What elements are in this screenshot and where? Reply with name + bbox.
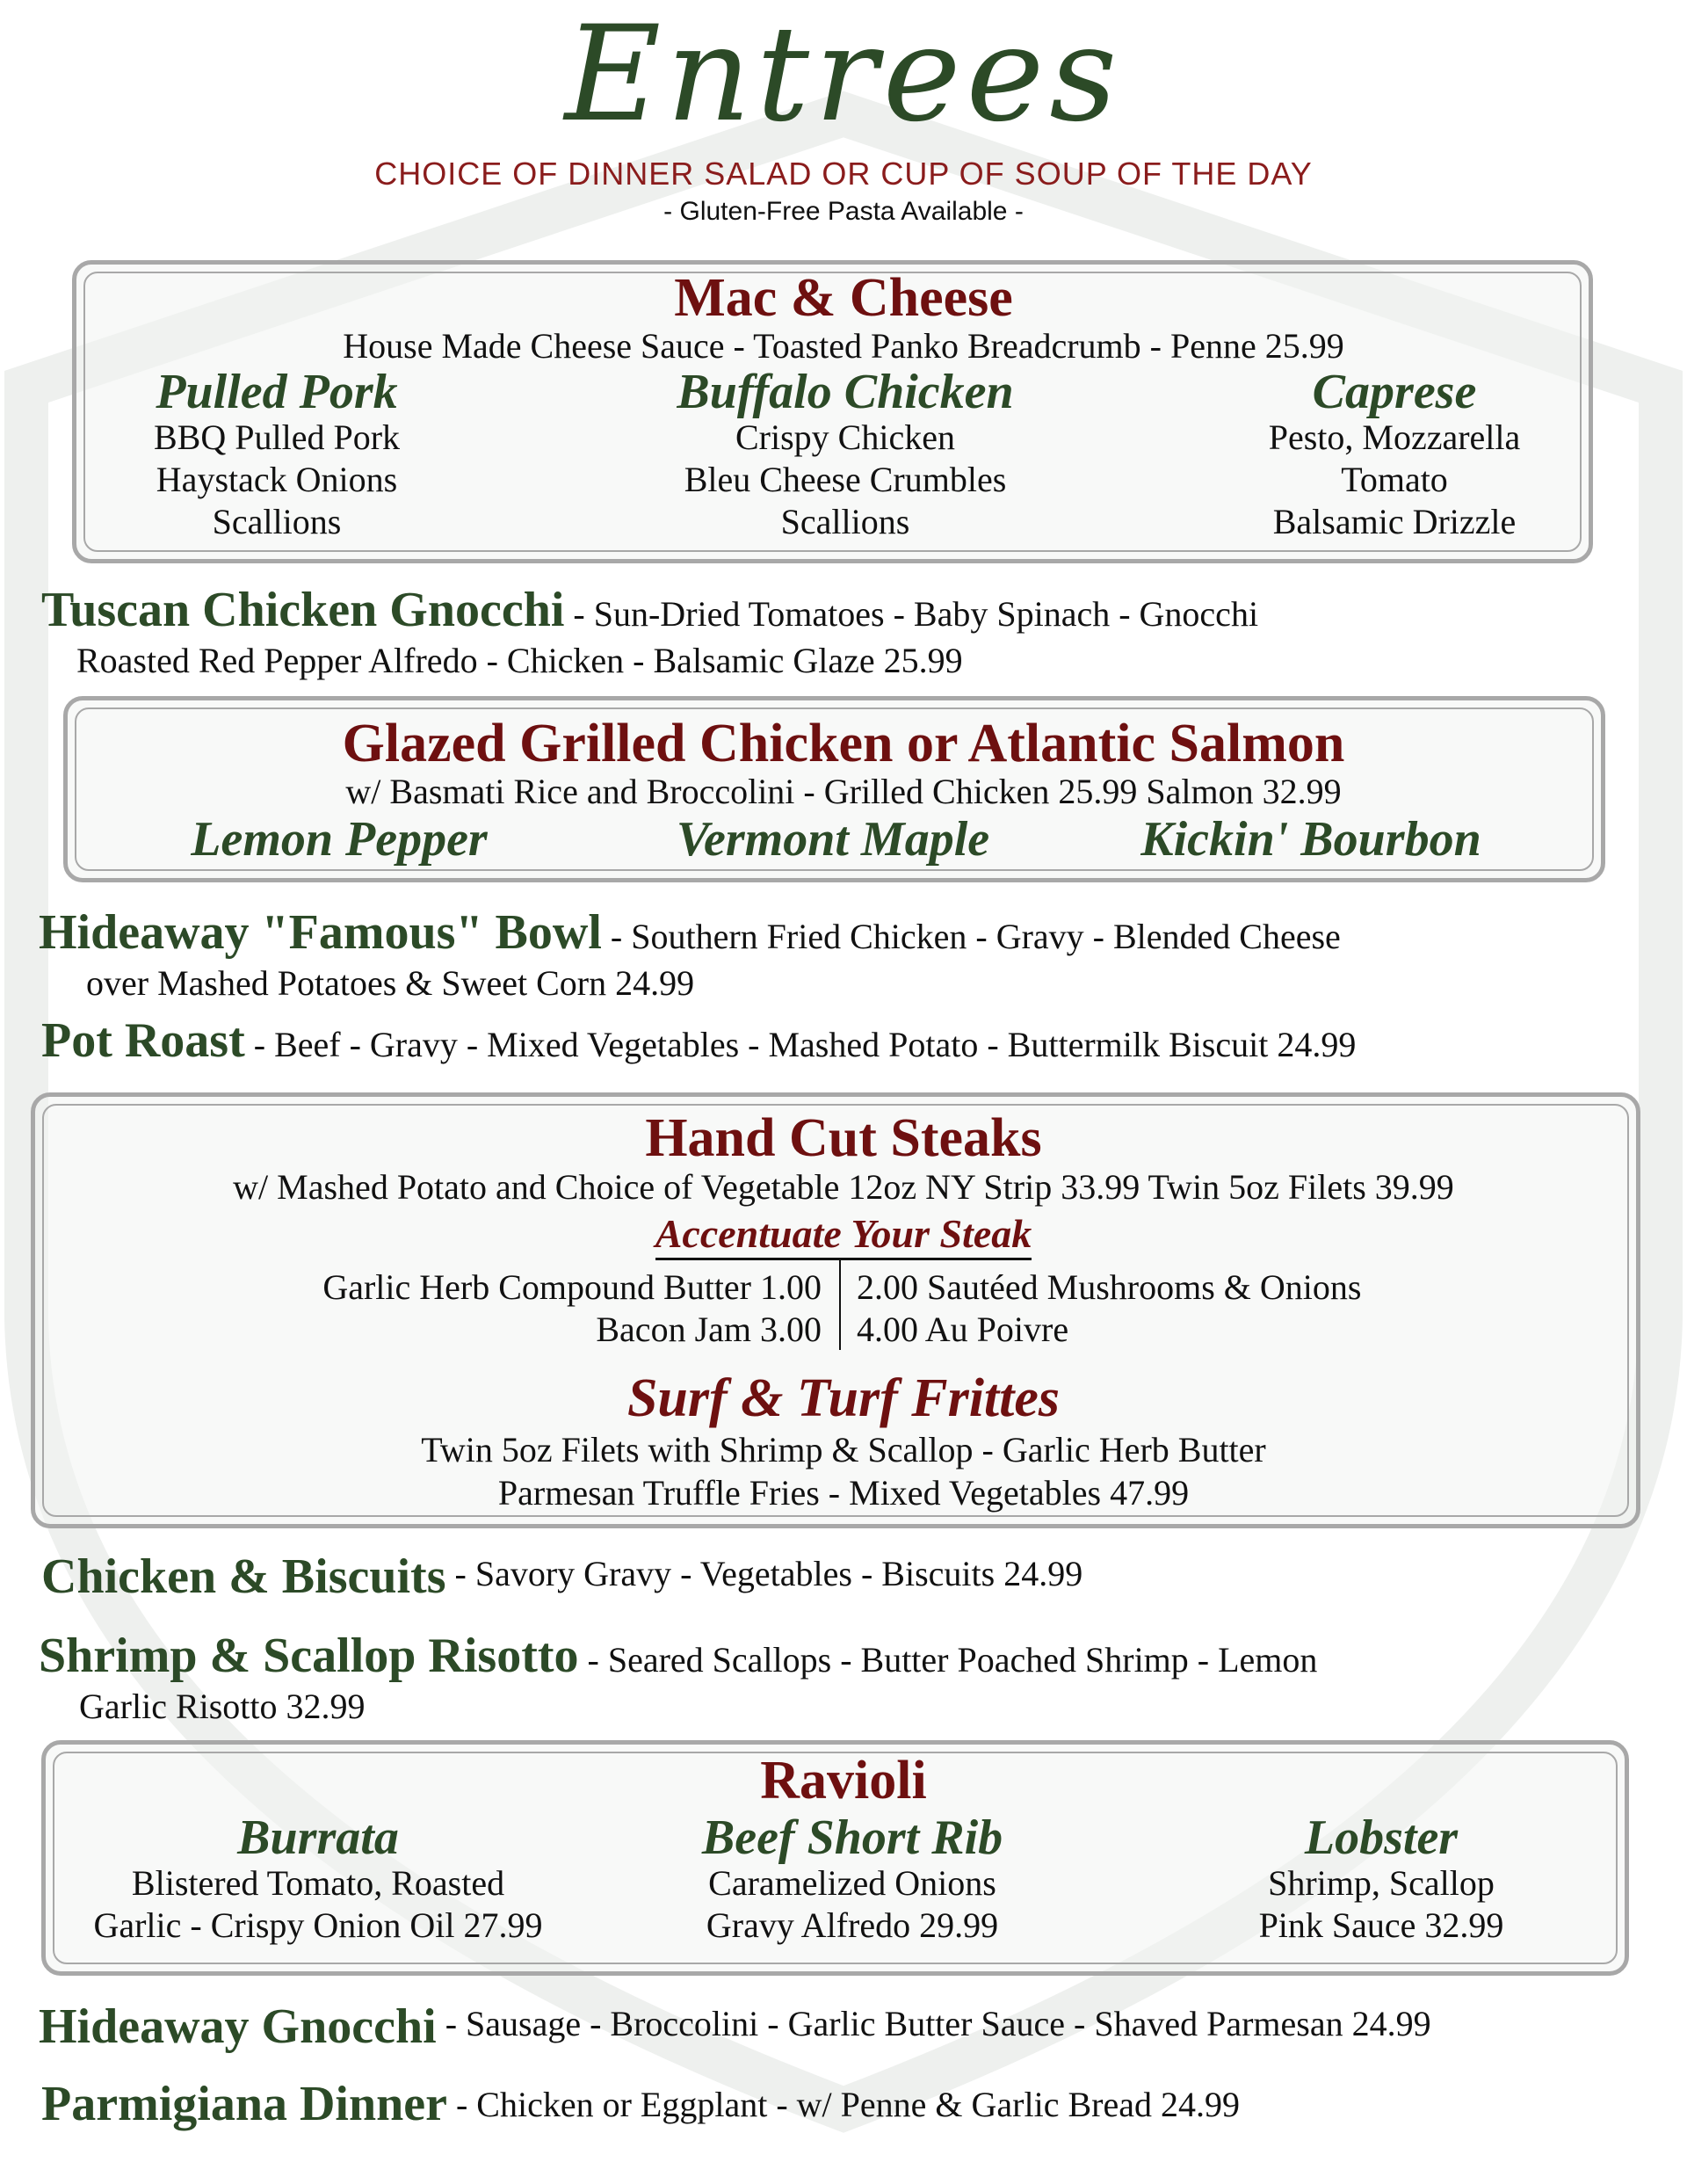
menu-item-parmigiana-dinner <box>41 2076 1240 2144</box>
option-line: Haystack Onions <box>156 460 398 499</box>
menu-item-hideaway-gnocchi <box>39 1996 1431 2067</box>
option-line: Garlic - Crispy Onion Oil 27.99 <box>93 1905 543 1945</box>
steaks-heading: Hand Cut Steaks <box>645 1108 1042 1168</box>
option-line: Gravy Alfredo 29.99 <box>706 1905 999 1945</box>
option-name: Burrata <box>237 1810 399 1865</box>
mac-cheese-heading: Mac & Cheese <box>674 268 1013 328</box>
item-description-cont: Roasted Red Pepper Alfredo - Chicken - Balsamic Glaze 25.99 <box>76 641 963 680</box>
item-description: - Seared Scallops - Butter Poached Shrimp - Lemon <box>578 1640 1318 1680</box>
surf-turf-heading: Surf & Turf Frittes <box>626 1368 1061 1428</box>
addons-left <box>322 1266 822 1351</box>
item-description-cont: Garlic Risotto 32.99 <box>79 1687 366 1726</box>
option-name: Pulled Pork <box>156 365 398 419</box>
option-line: Balsamic Drizzle <box>1272 502 1517 541</box>
glaze-kickin-bourbon: Kickin' Bourbon <box>1140 812 1481 867</box>
item-description: - Beef - Gravy - Mixed Vegetables - Mashed Potato - Buttermilk Biscuit 24.99 <box>244 1025 1357 1064</box>
option-line: Scallions <box>780 502 910 541</box>
addons-right <box>857 1266 1361 1351</box>
option-line: Crispy Chicken <box>735 417 955 457</box>
glazed-heading: Glazed Grilled Chicken or Atlantic Salmon <box>342 714 1345 773</box>
ravioli-option-burrata <box>63 1810 573 1947</box>
option-name: Buffalo Chicken <box>677 365 1014 419</box>
item-description: - Sausage - Broccolini - Garlic Butter Sauce - Shaved Parmesan 24.99 <box>436 2004 1431 2043</box>
option-name: Caprese <box>1312 365 1477 419</box>
option-line: Caramelized Onions <box>708 1863 996 1903</box>
menu-item-chicken-biscuits <box>41 1546 1082 1617</box>
option-line: Pink Sauce 32.99 <box>1258 1905 1504 1945</box>
glazed-description: w/ Basmati Rice and Broccolini - Grilled Chicken 25.99 Salmon 32.99 <box>345 772 1342 811</box>
item-name: Tuscan Chicken Gnocchi <box>41 583 565 637</box>
gluten-free-note: - Gluten-Free Pasta Available - <box>663 197 1024 226</box>
option-name: Lobster <box>1304 1810 1459 1865</box>
option-line: Scallions <box>212 502 342 541</box>
item-name: Chicken & Biscuits <box>41 1549 446 1604</box>
item-description: - Savory Gravy - Vegetables - Biscuits 24.99 <box>445 1554 1083 1593</box>
mac-cheese-description: House Made Cheese Sauce - Toasted Panko Breadcrumb - Penne 25.99 <box>343 326 1344 366</box>
mac-option-buffalo-chicken <box>599 367 1091 543</box>
glaze-lemon-pepper: Lemon Pepper <box>191 812 488 867</box>
ravioli-heading: Ravioli <box>760 1751 927 1810</box>
item-name: Hideaway Gnocchi <box>39 1999 437 2054</box>
accentuate-heading <box>0 1210 1687 1258</box>
page-title: Entrees <box>564 0 1123 151</box>
option-line: Shrimp, Scallop <box>1268 1863 1495 1903</box>
menu-item-pot-roast <box>41 1012 1356 1081</box>
item-name: Pot Roast <box>41 1013 245 1068</box>
addon-au-poivre: 4.00 Au Poivre <box>857 1310 1069 1349</box>
side-choice-note: CHOICE OF DINNER SALAD OR CUP OF SOUP OF THE DAY <box>374 156 1313 192</box>
item-description: - Southern Fried Chicken - Gravy - Blended Cheese <box>601 917 1341 956</box>
glaze-vermont-maple: Vermont Maple <box>676 812 990 867</box>
option-line: Bleu Cheese Crumbles <box>684 460 1007 499</box>
ravioli-option-lobster <box>1126 1810 1636 1947</box>
option-name: Beef Short Rib <box>701 1810 1003 1865</box>
item-description: - Sun-Dried Tomatoes - Baby Spinach - Gnocchi <box>564 594 1259 634</box>
option-line: Tomato <box>1341 460 1448 499</box>
item-name: Hideaway "Famous" Bowl <box>39 905 602 960</box>
accentuate-heading-text: Accentuate Your Steak <box>655 1211 1032 1260</box>
item-description-cont: over Mashed Potatoes & Sweet Corn 24.99 <box>86 963 695 1003</box>
mac-option-pulled-pork <box>31 367 523 543</box>
ravioli-option-beef-short-rib <box>597 1810 1107 1947</box>
mac-option-caprese <box>1148 367 1640 543</box>
item-name: Shrimp & Scallop Risotto <box>39 1629 579 1683</box>
addon-garlic-herb-butter: Garlic Herb Compound Butter 1.00 <box>322 1267 822 1307</box>
addon-bacon-jam: Bacon Jam 3.00 <box>596 1310 822 1349</box>
addons-divider <box>839 1259 841 1350</box>
steaks-description: w/ Mashed Potato and Choice of Vegetable 12oz NY Strip 33.99 Twin 5oz Filets 39.99 <box>233 1167 1454 1207</box>
option-line: BBQ Pulled Pork <box>153 417 401 457</box>
option-line: Blistered Tomato, Roasted <box>131 1863 505 1903</box>
item-description: - Chicken or Eggplant - w/ Penne & Garlic Bread 24.99 <box>446 2085 1240 2124</box>
surf-turf-line: Parmesan Truffle Fries - Mixed Vegetables 47.99 <box>497 1473 1190 1513</box>
item-name: Parmigiana Dinner <box>41 2077 447 2131</box>
addon-mushrooms-onions: 2.00 Sautéed Mushrooms & Onions <box>857 1267 1362 1307</box>
surf-turf-line: Twin 5oz Filets with Shrimp & Scallop - Garlic Herb Butter <box>421 1430 1266 1469</box>
option-line: Pesto, Mozzarella <box>1268 417 1521 457</box>
